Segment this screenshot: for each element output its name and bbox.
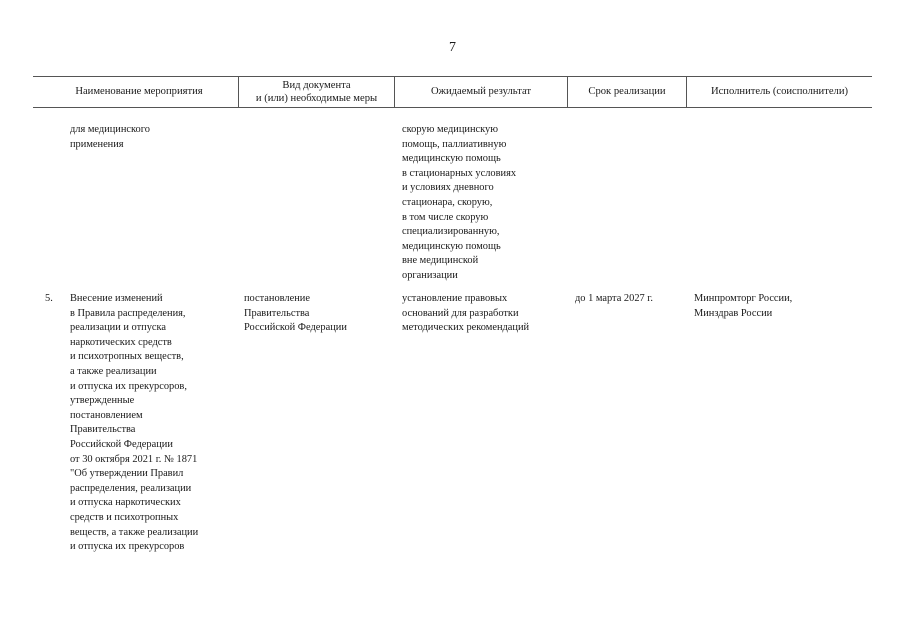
row-result-cell	[402, 123, 516, 284]
cell-line: медицинскую помощь	[402, 153, 501, 165]
cell-line: и отпуска их прекурсоров,	[70, 380, 187, 392]
row-name-cell	[70, 123, 150, 152]
cell-line: распределения, реализации	[70, 482, 192, 494]
cell-line: Правительства	[70, 424, 136, 436]
row-document-cell	[244, 292, 347, 336]
table-header-bottom-border	[33, 107, 872, 108]
row-executor-cell	[694, 292, 792, 321]
cell-line: утвержденные	[70, 395, 135, 407]
header-deadline-label: Срок реализации	[588, 86, 666, 98]
cell-line: постановлением	[70, 409, 143, 421]
header-document-label: Вид документа и (или) необходимые меры	[255, 80, 378, 104]
cell-line: помощь, паллиативную	[402, 138, 507, 150]
cell-line: стационара, скорую,	[402, 196, 493, 208]
header-document	[239, 78, 394, 107]
cell-line: Внесение изменений	[70, 293, 163, 304]
header-executor-label: Исполнитель (соисполнители)	[710, 86, 849, 98]
cell-line: оснований для разработки	[402, 307, 519, 319]
cell-line: в Правила распределения,	[70, 307, 186, 319]
cell-line: Правительства	[244, 307, 310, 319]
row-name-cell	[70, 292, 198, 555]
cell-line: Минздрав России	[694, 307, 773, 319]
cell-line: в стационарных условиях	[402, 167, 517, 179]
cell-line: Российской Федерации	[244, 322, 347, 334]
row-deadline-cell: до 1 марта 2027 г.	[575, 293, 653, 304]
cell-line: скорую медицинскую	[402, 124, 498, 135]
cell-line: Минпромторг России,	[694, 293, 793, 304]
header-result	[395, 78, 567, 107]
cell-line: медицинскую помощь	[402, 240, 501, 252]
cell-line: для медицинского	[70, 124, 150, 135]
cell-line: "Об утверждении Правил	[70, 468, 184, 480]
cell-line: постановление	[244, 293, 310, 304]
cell-line: методических рекомендаций	[402, 322, 530, 334]
header-deadline	[568, 78, 686, 107]
cell-line: организации	[402, 269, 458, 281]
cell-line: и условиях дневного	[402, 182, 494, 194]
cell-line: от 30 октября 2021 г. № 1871	[70, 453, 198, 465]
cell-line: и отпуска наркотических	[70, 497, 181, 509]
cell-line: а также реализации	[70, 365, 157, 377]
cell-line: вне медицинской	[402, 255, 479, 267]
header-name	[40, 78, 238, 107]
cell-line: применения	[70, 138, 124, 150]
header-result-label: Ожидаемый результат	[430, 86, 532, 98]
cell-line: и психотропных веществ,	[70, 351, 184, 363]
cell-line: и отпуска их прекурсоров	[70, 541, 185, 553]
cell-line: наркотических средств	[70, 336, 172, 348]
table-top-border	[33, 76, 872, 77]
row-number-cell: 5.	[45, 293, 53, 304]
page-number: 7	[449, 40, 456, 55]
row-result-cell	[402, 292, 529, 336]
cell-line: в том числе скорую	[402, 211, 489, 223]
cell-line: средств и психотропных	[70, 511, 179, 523]
cell-line: Российской Федерации	[70, 438, 173, 450]
cell-line: специализированную,	[402, 226, 500, 238]
cell-line: установление правовых	[402, 293, 508, 304]
header-executor	[687, 78, 872, 107]
cell-line: реализации и отпуска	[70, 322, 167, 334]
cell-line: веществ, а также реализации	[70, 526, 199, 538]
header-name-label: Наименование мероприятия	[75, 86, 203, 98]
